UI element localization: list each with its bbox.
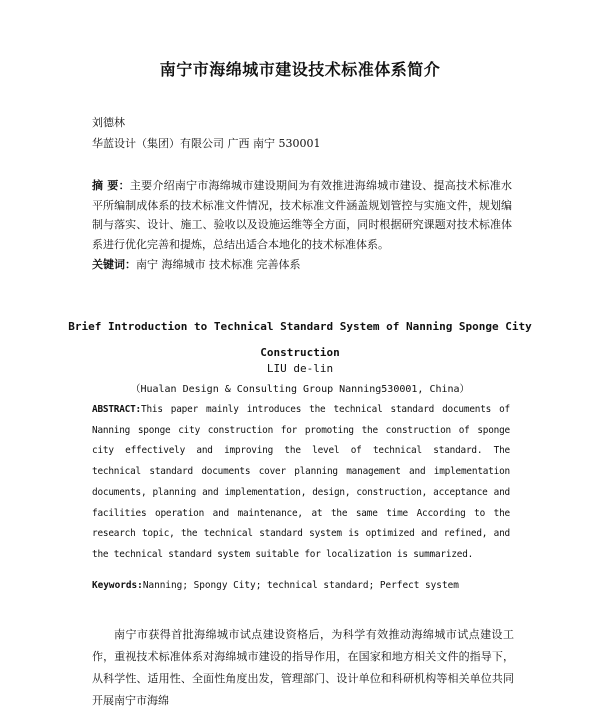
paper-title-en-line1: Brief Introduction to Technical Standard System of Nanning Sponge City — [68, 320, 532, 333]
paper-title-cn: 南宁市海绵城市建设技术标准体系简介 — [159, 60, 441, 79]
abstract-cn — [92, 176, 512, 254]
paper-title-en-line2: Construction — [260, 346, 340, 359]
keywords-cn — [92, 256, 301, 272]
author-name-en: LIU de-lin — [266, 362, 334, 375]
body-paragraph: 南宁市获得首批海绵城市试点建设资格后，为科学有效推动海绵城市试点建设工作，重视技术标准体系对海绵城市建设的指导作用，在国家和地方相关文件的指导下，从科学性、适用性、全面性角度出发，管理部门、设计单位和科研机构等相关单位共同开展南宁市海绵 — [92, 628, 514, 707]
abstract-label-cn: 摘 要： — [92, 179, 130, 192]
abstract-text-en: This paper mainly introduces the technical standard documents of Nanning sponge city construction for promoting the construction of sponge city effectively and improving the level of technical standard. The technical standard documents cover planning management and implementation documents, planning and implementation, design, construction, acceptance and facilities operation and maintenance, at the same time According to the research topic, the technical standard system is optimized and refined, and the technical standard system suitable for localization is summarized. — [92, 404, 510, 560]
abstract-label-en: ABSTRACT: — [92, 404, 141, 415]
abstract-text-cn: 主要介绍南宁市海绵城市建设期间为有效推进海绵城市建设、提高技术标准水平所编制成体系的技术标准文件情况，技术标准文件涵盖规划管控与实施文件，规划编制与落实、设计、施工、验收以及设施运维等全方面，同时根据研究课题对技术标准体系进行优化完善和提炼，总结出适合本地化的技术标准体系。 — [92, 179, 512, 251]
keywords-en — [92, 580, 459, 591]
author-affiliation-en: （Hualan Design & Consulting Group Nanning530001, China） — [130, 384, 470, 395]
keywords-label-cn: 关键词： — [92, 258, 136, 271]
abstract-en — [92, 400, 510, 566]
author-name-cn: 刘德林 — [92, 116, 125, 129]
keywords-label-en: Keywords: — [92, 580, 143, 591]
keywords-text-cn: 南宁 海绵城市 技术标准 完善体系 — [136, 258, 301, 271]
author-affiliation-cn: 华蓝设计（集团）有限公司 广西 南宁 530001 — [92, 137, 321, 150]
paper-title-en — [0, 314, 600, 366]
keywords-text-en: Nanning; Spongy City; technical standard; Perfect system — [142, 580, 459, 591]
